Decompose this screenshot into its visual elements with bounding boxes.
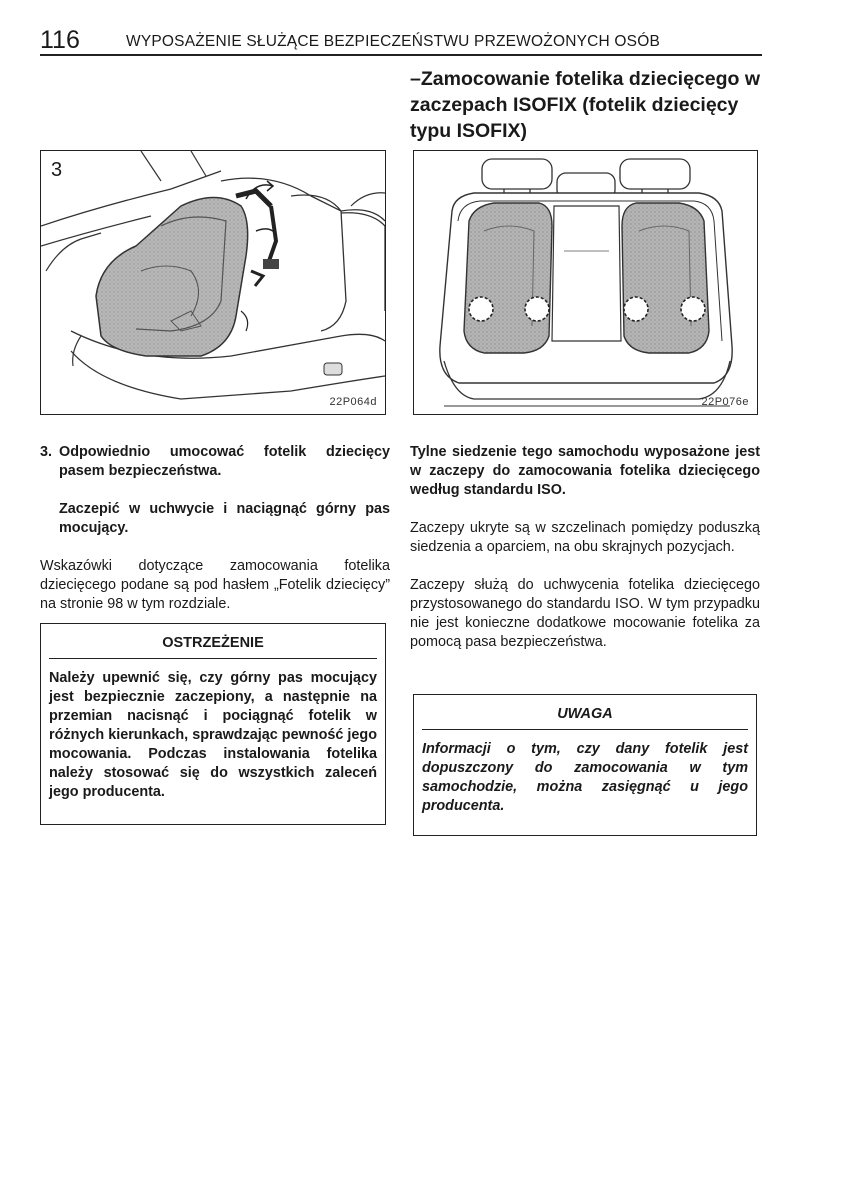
left-text-column <box>40 443 390 614</box>
reference-paragraph: Wskazówki dotyczące zamocowania fotelika dziecięcego podane są pod hasłem „Fotelik dziecięcy” na stronie 98 w tym rozdziale. <box>40 558 390 612</box>
step-subtext: Zaczepić w uchwycie i naciągnąć górny pas mocujący. <box>59 501 390 536</box>
child-seat-illustration <box>41 151 385 414</box>
warning-box <box>40 623 386 825</box>
section-title: –Zamocowanie fotelika dziecięcego w zaczepach ISOFIX (fotelik dziecięcy typu ISOFIX) <box>410 68 761 142</box>
instruction-step <box>40 443 390 538</box>
step-text: Odpowiednio umocować fotelik dziecięcy pasem bezpieczeństwa. <box>59 444 390 479</box>
right-text-column <box>410 443 760 652</box>
isofix-anchors-figure <box>413 150 758 415</box>
anchor-location-paragraph: Zaczepy ukryte są w szczelinach pomiędzy poduszką siedzenia a oparciem, na obu skrajnych pozycjach. <box>410 520 760 555</box>
figure-number: 3 <box>51 159 63 181</box>
rear-seat-illustration <box>414 151 757 414</box>
child-seat-installation-figure <box>40 150 386 415</box>
note-title: UWAGA <box>422 705 748 730</box>
warning-text: Należy upewnić się, czy górny pas mocujący jest bezpiecznie zaczepiony, a następnie na przemian nacisnąć i pociągnąć fotelik w różnych kierunkach, sprawdzając pewność jego mocowania. Podczas instalowania fotelika należy stosować się do wszystkich zaleceń jego producenta. <box>49 670 377 800</box>
anchor-purpose-paragraph: Zaczepy służą do uchwycenia fotelika dziecięcego przystosowanego do standardu ISO. W tym przypadku nie jest konieczne dodatkowe mocowanie fotelika za pomocą pasa bezpieczeństwa. <box>410 577 760 650</box>
warning-title: OSTRZEŻENIE <box>49 634 377 659</box>
step-number: 3. <box>40 444 53 460</box>
page-header <box>40 26 762 54</box>
intro-paragraph: Tylne siedzenie tego samochodu wyposażone jest w zaczepy do zamocowania fotelika dziecięcego według standardu ISO. <box>410 444 760 498</box>
header-divider <box>40 54 762 56</box>
figure-code: 22P064d <box>329 396 377 408</box>
figure-code: 22P076e <box>701 396 749 408</box>
page-number: 116 <box>40 26 80 54</box>
note-text: Informacji o tym, czy dany fotelik jest dopuszczony do zamocowania w tym samochodzie, można zasięgnąć u jego producenta. <box>422 741 748 814</box>
chapter-title: WYPOSAŻENIE SŁUŻĄCE BEZPIECZEŃSTWU PRZEWOŻONYCH OSÓB <box>126 33 661 50</box>
note-box <box>413 694 757 836</box>
